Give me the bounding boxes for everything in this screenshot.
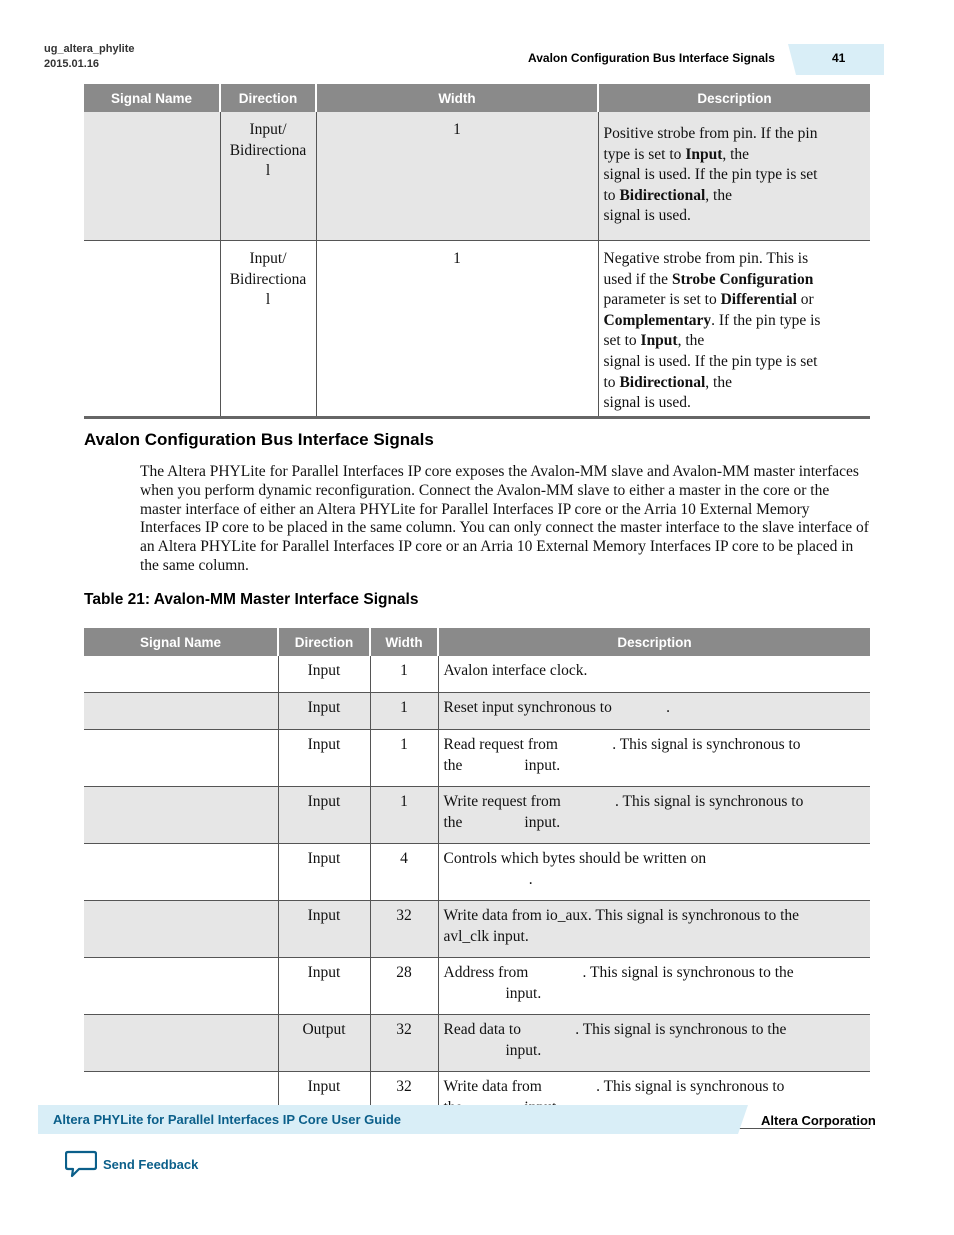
direction-cell: Input bbox=[278, 844, 370, 901]
width-cell: 32 bbox=[370, 1072, 438, 1129]
emphasized-term: Bidirectional bbox=[619, 186, 706, 204]
direction-cell: Input bbox=[278, 787, 370, 844]
description-line: Write data from . This signal is synchronous to bbox=[443, 1078, 785, 1095]
section-heading: Avalon Configuration Bus Interface Signals bbox=[84, 430, 434, 449]
column-header-width: Width bbox=[316, 84, 598, 112]
direction-line: l bbox=[265, 291, 271, 309]
table-row bbox=[84, 901, 870, 958]
description-line: parameter is set to Differential or bbox=[603, 291, 814, 309]
page-number: 41 bbox=[832, 51, 846, 65]
description-line: signal is used. bbox=[603, 394, 691, 412]
description-line: input. bbox=[443, 1041, 542, 1059]
signal-name-cell bbox=[84, 656, 278, 693]
width-cell: 1 bbox=[316, 112, 598, 241]
description-cell bbox=[598, 241, 870, 418]
send-feedback-label: Send Feedback bbox=[103, 1156, 199, 1172]
width-cell: 4 bbox=[370, 844, 438, 901]
direction-cell: Input bbox=[278, 730, 370, 787]
column-header-description: Description bbox=[598, 84, 870, 112]
direction-line: Input/ bbox=[249, 121, 287, 138]
emphasized-term: Strobe Configuration bbox=[671, 270, 814, 288]
description-line: Complementary. If the pin type is bbox=[603, 311, 821, 329]
table-row bbox=[84, 844, 870, 901]
column-header-direction: Direction bbox=[220, 84, 316, 112]
table-caption: Table 21: Avalon-MM Master Interface Signals bbox=[84, 591, 419, 608]
footer-guide-title[interactable]: Altera PHYLite for Parallel Interfaces IP Core User Guide bbox=[53, 1112, 401, 1127]
table-row bbox=[84, 1015, 870, 1072]
direction-cell: Input bbox=[278, 901, 370, 958]
signal-name-cell bbox=[84, 730, 278, 787]
description-cell bbox=[438, 1015, 870, 1072]
signal-name-cell bbox=[84, 958, 278, 1015]
width-cell: 32 bbox=[370, 1015, 438, 1072]
description-line: Positive strobe from pin. If the pin bbox=[603, 125, 818, 142]
width-cell: 1 bbox=[370, 787, 438, 844]
column-header-direction: Direction bbox=[278, 628, 370, 656]
direction-line: l bbox=[265, 162, 271, 180]
signal-name-cell bbox=[84, 241, 220, 418]
running-section-title: Avalon Configuration Bus Interface Signals bbox=[528, 51, 775, 65]
emphasized-term: Input bbox=[640, 332, 678, 350]
direction-cell: Input bbox=[278, 958, 370, 1015]
direction-line: Bidirectiona bbox=[229, 141, 307, 159]
table-row bbox=[84, 693, 870, 730]
description-line: signal is used. If the pin type is set bbox=[603, 166, 818, 184]
description-line: Reset input synchronous to . bbox=[443, 699, 670, 716]
width-cell: 1 bbox=[370, 656, 438, 693]
strobe-signals-table bbox=[84, 84, 870, 419]
description-line: Write data from io_aux. This signal is synchronous to the bbox=[443, 907, 800, 924]
speech-bubble-icon bbox=[65, 1150, 97, 1178]
description-line: the input. bbox=[443, 756, 561, 774]
direction-cell: Output bbox=[278, 1015, 370, 1072]
description-line: avl_clk input. bbox=[443, 927, 529, 945]
signal-name-cell bbox=[84, 693, 278, 730]
document-date: 2015.01.16 bbox=[44, 58, 100, 70]
description-cell bbox=[438, 958, 870, 1015]
emphasized-term: Complementary bbox=[603, 311, 712, 329]
table-row bbox=[84, 787, 870, 844]
direction-cell bbox=[220, 241, 316, 418]
description-line: Read request from . This signal is synchronous to bbox=[443, 736, 801, 753]
description-line: Negative strobe from pin. This is bbox=[603, 250, 809, 267]
direction-cell bbox=[220, 112, 316, 241]
table-body bbox=[84, 656, 870, 1129]
direction-line: Input/ bbox=[249, 250, 287, 267]
description-cell bbox=[438, 656, 870, 693]
width-cell: 28 bbox=[370, 958, 438, 1015]
column-header-signal-name: Signal Name bbox=[84, 84, 220, 112]
column-header-signal-name: Signal Name bbox=[84, 628, 278, 656]
description-cell bbox=[598, 112, 870, 241]
emphasized-term: Input bbox=[685, 145, 723, 163]
table-row bbox=[84, 958, 870, 1015]
table-row bbox=[84, 656, 870, 693]
description-line: to Bidirectional, the bbox=[603, 186, 732, 204]
description-line: used if the Strobe Configuration bbox=[603, 270, 814, 288]
description-line: set to Input, the bbox=[603, 332, 705, 350]
description-line: Address from . This signal is synchronous to the bbox=[443, 964, 794, 981]
description-line: Avalon interface clock. bbox=[443, 662, 588, 679]
document-id-block bbox=[44, 42, 134, 72]
description-line: type is set to Input, the bbox=[603, 145, 750, 163]
signal-name-cell bbox=[84, 1015, 278, 1072]
signal-name-cell bbox=[84, 112, 220, 241]
document-id: ug_altera_phylite bbox=[44, 43, 135, 55]
direction-cell: Input bbox=[278, 656, 370, 693]
signal-name-cell bbox=[84, 901, 278, 958]
body-paragraph: The Altera PHYLite for Parallel Interfaces IP core exposes the Avalon-MM slave and Avalon-MM master interfaces when you perform dynamic reconfiguration. Connect the Avalon-MM slave to either a master in the core or the master interface of either an Altera PHYLite for Parallel Interfaces IP core or the Arria 10 External Memory Interfaces IP core to be placed in the same column. You can only connect the master interface to the slave interface of an Altera PHYLite for Parallel Interfaces IP core or an Arria 10 External Memory Interfaces IP core to be placed in the same column. bbox=[140, 463, 869, 574]
table-header-row bbox=[84, 84, 870, 112]
send-feedback-link[interactable] bbox=[65, 1150, 198, 1178]
description-cell bbox=[438, 844, 870, 901]
description-line: . bbox=[443, 870, 533, 888]
width-cell: 1 bbox=[316, 241, 598, 418]
table-row bbox=[84, 730, 870, 787]
description-line: Read data to . This signal is synchronous to the bbox=[443, 1021, 787, 1038]
emphasized-term: Differential bbox=[720, 291, 797, 309]
description-line: to Bidirectional, the bbox=[603, 373, 732, 391]
width-cell: 32 bbox=[370, 901, 438, 958]
table-row bbox=[84, 241, 870, 418]
description-cell bbox=[438, 787, 870, 844]
description-line: the input. bbox=[443, 813, 561, 831]
direction-cell: Input bbox=[278, 693, 370, 730]
table-row bbox=[84, 112, 870, 241]
description-cell bbox=[438, 901, 870, 958]
table-header-row bbox=[84, 628, 870, 656]
description-line: Controls which bytes should be written on bbox=[443, 850, 707, 867]
emphasized-term: Bidirectional bbox=[619, 373, 706, 391]
description-line: signal is used. bbox=[603, 207, 691, 225]
width-cell: 1 bbox=[370, 693, 438, 730]
column-header-width: Width bbox=[370, 628, 438, 656]
direction-cell: Input bbox=[278, 1072, 370, 1129]
description-cell bbox=[438, 730, 870, 787]
direction-line: Bidirectiona bbox=[229, 270, 307, 288]
signal-name-cell bbox=[84, 787, 278, 844]
signal-name-cell bbox=[84, 844, 278, 901]
footer-company: Altera Corporation bbox=[761, 1113, 876, 1128]
column-header-description: Description bbox=[438, 628, 870, 656]
description-cell bbox=[438, 693, 870, 730]
description-line: Write request from . This signal is synchronous to bbox=[443, 793, 804, 810]
description-line: signal is used. If the pin type is set bbox=[603, 352, 818, 370]
avalon-mm-master-table bbox=[84, 628, 870, 1129]
description-line: input. bbox=[443, 984, 542, 1002]
width-cell: 1 bbox=[370, 730, 438, 787]
